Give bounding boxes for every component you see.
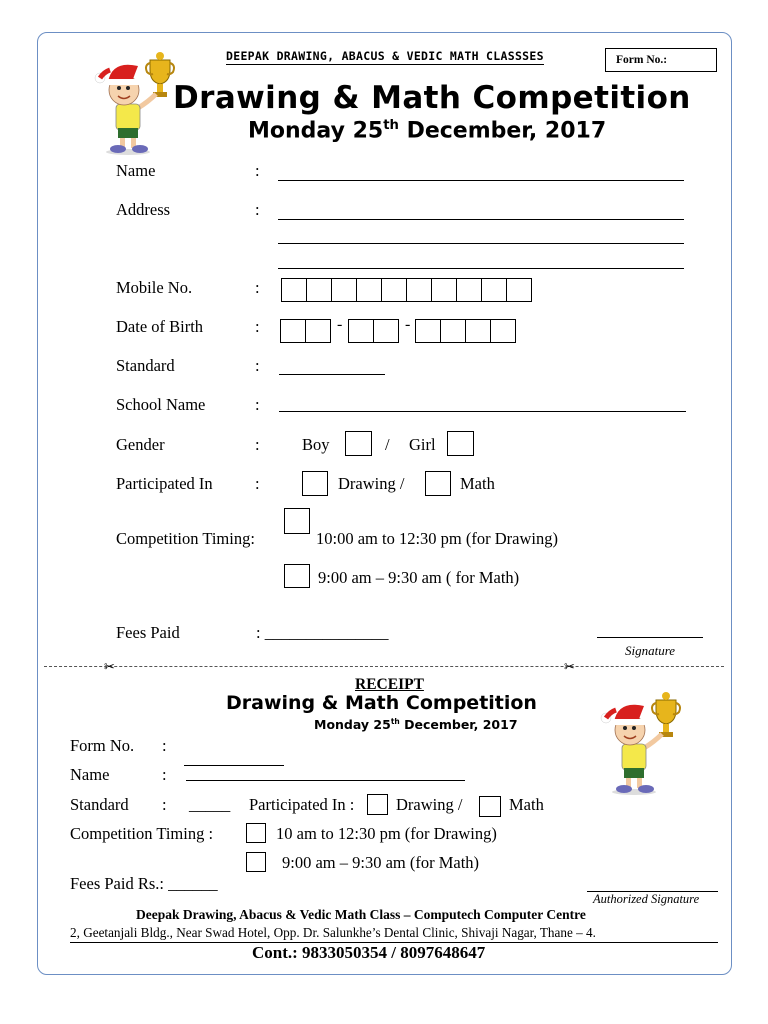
receipt-form-no-field[interactable]: [184, 765, 284, 766]
receipt-timing-math-text: 9:00 am – 9:30 am (for Math): [282, 853, 480, 872]
page-title: Drawing & Math Competition: [173, 80, 691, 116]
dob-separator: -: [337, 316, 343, 333]
gender-colon: :: [255, 435, 260, 454]
mobile-digit-cell[interactable]: [406, 278, 432, 302]
date-sup: th: [383, 118, 399, 133]
dob-digit-cell[interactable]: [280, 319, 306, 343]
receipt-name-field[interactable]: [186, 780, 465, 781]
address-field-line-2[interactable]: [278, 243, 684, 244]
receipt-standard-label: Standard: [70, 795, 129, 814]
footer-contact: Cont.: 9833050354 / 8097648647: [252, 943, 486, 962]
receipt-participated-label: Participated In :: [249, 795, 355, 814]
standard-field[interactable]: [279, 374, 385, 375]
receipt-title: Drawing & Math Competition: [226, 692, 537, 714]
mobile-label: Mobile No.: [116, 278, 193, 297]
footer-org: Deepak Drawing, Abacus & Vedic Math Class – Computech Computer Centre: [136, 907, 586, 922]
gender-label: Gender: [116, 435, 165, 454]
receipt-standard-field[interactable]: _____: [189, 795, 231, 814]
cut-line: [44, 666, 724, 667]
mobile-digit-cell[interactable]: [381, 278, 407, 302]
mobile-digit-cell[interactable]: [481, 278, 507, 302]
fees-label: Fees Paid: [116, 623, 180, 642]
receipt-math-label: Math: [509, 795, 544, 814]
footer-address: 2, Geetanjali Bldg., Near Swad Hotel, Opp. Dr. Salunkhe’s Dental Clinic, Shivaji Nagar, Thane – 4.: [70, 925, 718, 943]
receipt-fees-label[interactable]: Fees Paid Rs.: ______: [70, 874, 218, 893]
drawing-option-label: Drawing /: [338, 474, 405, 493]
mobile-input-cells[interactable]: [281, 278, 531, 302]
dob-digit-cell[interactable]: [490, 319, 516, 343]
dob-digit-cell[interactable]: [440, 319, 466, 343]
receipt-timing-label: Competition Timing :: [70, 824, 214, 843]
name-field[interactable]: [278, 180, 684, 181]
name-label: Name: [116, 161, 156, 180]
auth-signature-label: Authorized Signature: [593, 892, 700, 906]
receipt-date-day: Monday 25: [314, 717, 391, 733]
title-clip: [160, 80, 720, 120]
receipt-name-label: Name: [70, 765, 110, 784]
event-date: [248, 118, 606, 143]
address-field-line-3[interactable]: [278, 268, 684, 269]
address-field-line-1[interactable]: [278, 219, 684, 220]
receipt-drawing-label: Drawing /: [396, 795, 463, 814]
dob-month-cells[interactable]: [348, 319, 398, 343]
address-label: Address: [116, 200, 171, 219]
drawing-checkbox[interactable]: [302, 471, 328, 496]
name-colon: :: [255, 161, 260, 180]
dob-day-cells[interactable]: [280, 319, 330, 343]
dob-digit-cell[interactable]: [373, 319, 399, 343]
gender-girl-checkbox[interactable]: [447, 431, 474, 456]
receipt-timing-drawing-text: 10 am to 12:30 pm (for Drawing): [276, 824, 497, 843]
mobile-colon: :: [255, 278, 260, 297]
scissors-icon: ✂: [564, 659, 575, 674]
receipt-form-no-label: Form No.: [70, 736, 135, 755]
timing-drawing-text: 10:00 am to 12:30 pm (for Drawing): [316, 529, 558, 548]
receipt-form-no-colon: :: [162, 736, 167, 755]
form-no-label: Form No.:: [616, 54, 668, 66]
math-checkbox[interactable]: [425, 471, 451, 496]
receipt-heading: RECEIPT: [355, 676, 424, 693]
receipt-date: [314, 717, 518, 732]
gender-boy-label: Boy: [302, 435, 330, 454]
receipt-timing-math-checkbox[interactable]: [246, 852, 266, 872]
timing-label: Competition Timing:: [116, 529, 255, 548]
receipt-date-month-year: December, 2017: [399, 717, 518, 733]
scissors-icon: ✂: [104, 659, 115, 674]
school-colon: :: [255, 395, 260, 414]
receipt-math-checkbox[interactable]: [479, 796, 501, 817]
timing-drawing-checkbox[interactable]: [284, 508, 310, 534]
receipt-standard-colon: :: [162, 795, 167, 814]
school-label: School Name: [116, 395, 206, 414]
dob-digit-cell[interactable]: [465, 319, 491, 343]
receipt-date-sup: th: [390, 717, 400, 726]
math-option-label: Math: [460, 474, 495, 493]
mobile-digit-cell[interactable]: [456, 278, 482, 302]
timing-math-checkbox[interactable]: [284, 564, 310, 588]
boy-with-trophy-icon: [594, 688, 686, 798]
dob-digit-cell[interactable]: [348, 319, 374, 343]
receipt-name-colon: :: [162, 765, 167, 784]
dob-year-cells[interactable]: [415, 319, 515, 343]
gender-boy-checkbox[interactable]: [345, 431, 372, 456]
mobile-digit-cell[interactable]: [306, 278, 332, 302]
timing-math-text: 9:00 am – 9:30 am ( for Math): [318, 568, 520, 587]
standard-colon: :: [255, 356, 260, 375]
gender-girl-label: Girl: [409, 435, 436, 454]
signature-line[interactable]: [597, 637, 703, 638]
participated-label: Participated In: [116, 474, 213, 493]
gender-separator: /: [385, 435, 390, 454]
mobile-digit-cell[interactable]: [281, 278, 307, 302]
form-no-box[interactable]: [605, 48, 717, 72]
institute-name: DEEPAK DRAWING, ABACUS & VEDIC MATH CLASSSES: [226, 49, 544, 63]
date-day: Monday 25: [248, 118, 384, 144]
dob-colon: :: [255, 317, 260, 336]
receipt-timing-drawing-checkbox[interactable]: [246, 823, 266, 843]
school-field[interactable]: [279, 411, 686, 412]
mobile-digit-cell[interactable]: [331, 278, 357, 302]
signature-label: Signature: [625, 643, 676, 658]
participated-colon: :: [255, 474, 260, 493]
mobile-digit-cell[interactable]: [506, 278, 532, 302]
address-colon: :: [255, 200, 260, 219]
mobile-digit-cell[interactable]: [356, 278, 382, 302]
dob-digit-cell[interactable]: [305, 319, 331, 343]
fees-field[interactable]: : _______________: [256, 623, 389, 642]
standard-label: Standard: [116, 356, 175, 375]
receipt-drawing-checkbox[interactable]: [367, 794, 388, 815]
dob-label: Date of Birth: [116, 317, 204, 336]
date-month-year: December, 2017: [398, 118, 607, 144]
mobile-digit-cell[interactable]: [431, 278, 457, 302]
dob-digit-cell[interactable]: [415, 319, 441, 343]
dob-separator: -: [405, 316, 411, 333]
